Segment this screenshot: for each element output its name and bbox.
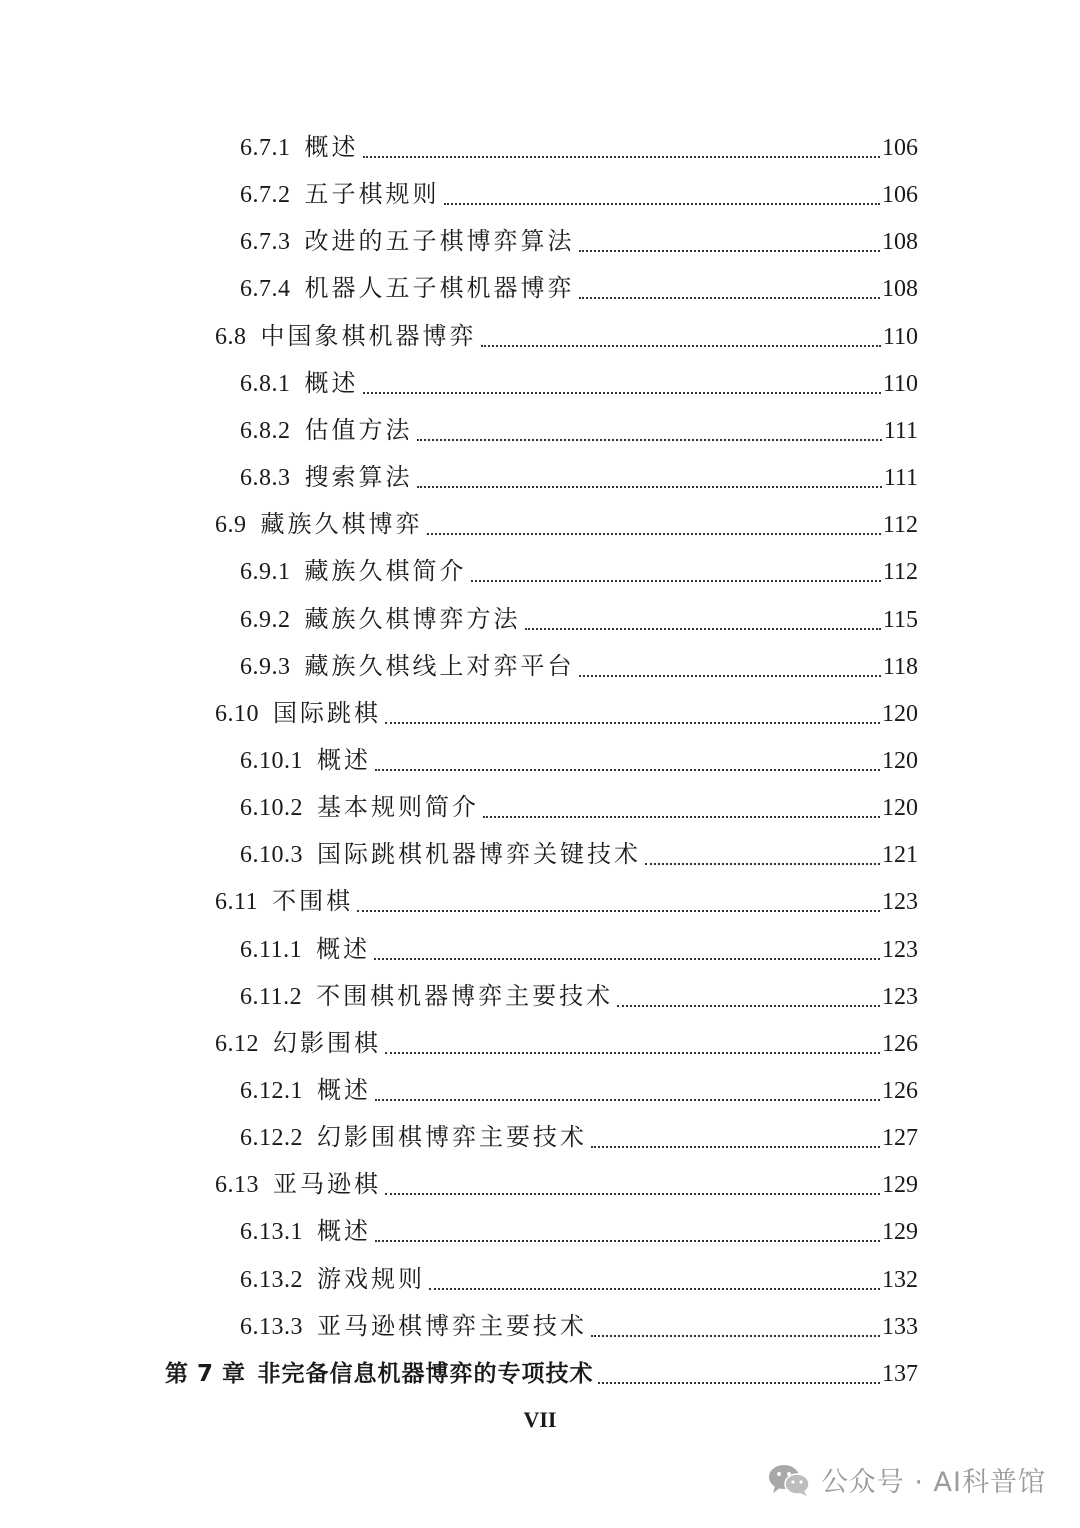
toc-entry-page: 123 <box>882 983 918 1010</box>
toc-entry-title: 概述 <box>316 936 371 963</box>
toc-entry-number: 6.10.3 <box>240 842 303 869</box>
toc-entry-number: 6.9.1 <box>240 559 291 586</box>
dot-leader <box>579 675 881 677</box>
dot-leader <box>375 769 880 771</box>
dot-leader <box>385 1052 880 1054</box>
toc-entry-page: 111 <box>883 417 918 444</box>
toc-entry[interactable] <box>215 692 918 736</box>
toc-entry[interactable] <box>240 975 918 1019</box>
toc-entry-page: 120 <box>882 795 918 822</box>
dot-leader <box>481 345 881 347</box>
wechat-icon <box>767 1462 811 1498</box>
toc-entry-title: 非完备信息机器博弈的专项技术 <box>257 1360 594 1387</box>
toc-entry[interactable] <box>215 880 918 924</box>
toc-entry-page: 120 <box>882 700 918 727</box>
toc-entry-title: 改进的五子棋博弈算法 <box>304 229 575 256</box>
dot-leader <box>525 628 881 630</box>
toc-entry-page: 110 <box>882 323 918 350</box>
toc-entry-page: 118 <box>882 653 918 680</box>
toc-entry[interactable] <box>215 1022 918 1066</box>
toc-entry-title: 幻影围棋 <box>273 1030 381 1057</box>
toc-entry-number: 6.8.3 <box>240 465 291 492</box>
toc-entry-number: 6.12.1 <box>240 1078 303 1104</box>
toc-entry-page: 108 <box>882 229 918 256</box>
toc-entry-title: 幻影围棋博弈主要技术 <box>317 1125 587 1152</box>
dot-leader <box>429 1288 880 1290</box>
dot-leader <box>471 580 881 582</box>
toc-entry[interactable] <box>240 409 918 453</box>
toc-entry-number: 6.11 <box>215 889 259 916</box>
toc-entry-page: 126 <box>882 1078 918 1104</box>
toc-entry[interactable] <box>215 1163 918 1207</box>
toc-entry[interactable] <box>240 267 918 311</box>
toc-entry-title: 概述 <box>304 370 359 397</box>
toc-entry-number: 6.13 <box>215 1172 259 1199</box>
toc-entry-title: 不围棋机器博弈主要技术 <box>316 983 614 1010</box>
toc-entry[interactable] <box>215 315 918 359</box>
watermark-text: 公众号 · AI科普馆 <box>820 1467 1046 1498</box>
toc-entry-title: 亚马逊棋 <box>273 1172 381 1199</box>
toc-entry-title: 概述 <box>304 135 359 161</box>
toc-entry[interactable] <box>240 1210 918 1254</box>
dot-leader <box>357 910 880 912</box>
toc-entry[interactable] <box>215 503 918 547</box>
toc-entry[interactable] <box>240 1305 918 1349</box>
dot-leader <box>617 1005 880 1007</box>
toc-entry-title: 藏族久棋博弈方法 <box>304 606 521 633</box>
dot-leader <box>483 816 880 818</box>
toc-entry-title: 亚马逊棋博弈主要技术 <box>317 1313 587 1340</box>
toc-entry-page: 108 <box>882 276 918 303</box>
toc-entry-number: 6.11.2 <box>240 983 303 1010</box>
dot-leader <box>579 250 881 252</box>
toc-entry-page: 126 <box>882 1030 918 1057</box>
toc-entry[interactable] <box>240 126 918 170</box>
dot-leader <box>385 1193 880 1195</box>
toc-entry-title: 中国象棋机器博弈 <box>260 323 477 350</box>
dot-leader <box>363 392 881 394</box>
toc-entry[interactable] <box>240 833 918 877</box>
toc-entry-number: 6.13.3 <box>240 1313 303 1340</box>
toc-entry-title: 藏族久棋线上对弈平台 <box>304 653 575 680</box>
dot-leader <box>591 1335 880 1337</box>
toc-entry[interactable] <box>240 456 918 500</box>
toc-entry-number: 6.7.2 <box>240 182 291 209</box>
toc-entry-number: 6.8.1 <box>240 370 291 397</box>
toc-entry-page: 111 <box>883 465 918 492</box>
toc-entry-page: 112 <box>882 559 918 586</box>
toc-entry-page: 129 <box>882 1219 918 1246</box>
dot-leader <box>598 1382 880 1384</box>
toc-entry-number: 6.8 <box>215 323 247 350</box>
toc-entry-number: 6.7.3 <box>240 229 291 256</box>
dot-leader <box>591 1146 880 1148</box>
dot-leader <box>417 486 882 488</box>
toc-entry-page: 120 <box>882 747 918 774</box>
toc-entry-title: 藏族久棋简介 <box>304 559 467 586</box>
toc-entry-number: 6.10.1 <box>240 747 303 774</box>
toc-entry-page: 121 <box>882 842 918 869</box>
toc-entry-number: 6.13.2 <box>240 1266 303 1293</box>
toc-entry-title: 国际跳棋 <box>273 700 381 727</box>
toc-entry-page: 132 <box>882 1266 918 1293</box>
dot-leader <box>385 722 880 724</box>
toc-entry-title: 搜索算法 <box>304 465 413 492</box>
toc-entry[interactable] <box>240 1116 918 1160</box>
toc-entry[interactable] <box>240 645 918 689</box>
dot-leader <box>417 439 882 441</box>
toc-entry-number: 6.9.3 <box>240 653 291 680</box>
toc-entry-page: 112 <box>882 512 918 539</box>
toc-entry-number: 6.13.1 <box>240 1219 303 1246</box>
toc-entry-number: 6.8.2 <box>240 417 291 444</box>
dot-leader <box>579 297 881 299</box>
dot-leader <box>645 863 880 865</box>
toc-entry[interactable] <box>240 1258 918 1302</box>
dot-leader <box>375 1240 880 1242</box>
toc-entry-page: 123 <box>882 889 918 916</box>
toc-entry-number: 6.11.1 <box>240 936 303 963</box>
toc-entry[interactable] <box>240 362 918 406</box>
toc-entry[interactable] <box>240 598 918 642</box>
dot-leader <box>427 533 881 535</box>
toc-entry-page: 133 <box>882 1313 918 1340</box>
toc-entry-title: 国际跳棋机器博弈关键技术 <box>317 842 641 869</box>
toc-entry-title: 概述 <box>317 747 371 774</box>
toc-entry-number: 6.7.4 <box>240 276 291 303</box>
toc-entry-number: 第 7 章 <box>165 1360 246 1387</box>
toc-entry-page: 106 <box>882 135 918 161</box>
toc-entry-page: 137 <box>882 1360 918 1387</box>
toc-entry-page: 115 <box>882 606 918 633</box>
toc-entry-number: 6.10.2 <box>240 795 303 822</box>
toc-entry[interactable] <box>240 1069 918 1113</box>
toc-entry-page: 106 <box>882 182 918 209</box>
dot-leader <box>444 203 881 205</box>
toc-entry[interactable] <box>240 928 918 972</box>
toc-entry-title: 五子棋规则 <box>304 182 440 209</box>
toc-entry[interactable] <box>240 739 918 783</box>
toc-entry-page: 123 <box>882 936 918 963</box>
toc-entry-page: 129 <box>882 1172 918 1199</box>
toc-entry-number: 6.7.1 <box>240 135 291 161</box>
toc-entry-number: 6.12 <box>215 1030 259 1057</box>
toc-entry-title: 概述 <box>317 1078 371 1104</box>
toc-entry-title: 不围棋 <box>272 889 354 916</box>
toc-entry[interactable] <box>165 1352 918 1396</box>
toc-entry-title: 机器人五子棋机器博弈 <box>304 276 575 303</box>
toc-entry[interactable] <box>240 173 918 217</box>
toc-entry-title: 估值方法 <box>304 417 413 444</box>
toc-entry-title: 基本规则简介 <box>317 795 479 822</box>
watermark <box>767 1460 1046 1499</box>
toc-entry-number: 6.10 <box>215 700 259 727</box>
toc-entry[interactable] <box>240 550 918 594</box>
dot-leader <box>374 958 880 960</box>
toc-entry-title: 概述 <box>317 1219 371 1246</box>
toc-entry-page: 127 <box>882 1125 918 1152</box>
dot-leader <box>363 156 881 158</box>
toc-entry-number: 6.12.2 <box>240 1125 303 1152</box>
toc-entry-number: 6.9 <box>215 512 247 539</box>
toc-entry[interactable] <box>240 220 918 264</box>
toc-entry-title: 游戏规则 <box>317 1266 425 1293</box>
toc-entry-page: 110 <box>882 370 918 397</box>
toc-entry[interactable] <box>240 786 918 830</box>
page-number: VII <box>523 1407 557 1432</box>
toc-entry-title: 藏族久棋博弈 <box>260 512 423 539</box>
toc-entry-number: 6.9.2 <box>240 606 291 633</box>
dot-leader <box>375 1099 880 1101</box>
